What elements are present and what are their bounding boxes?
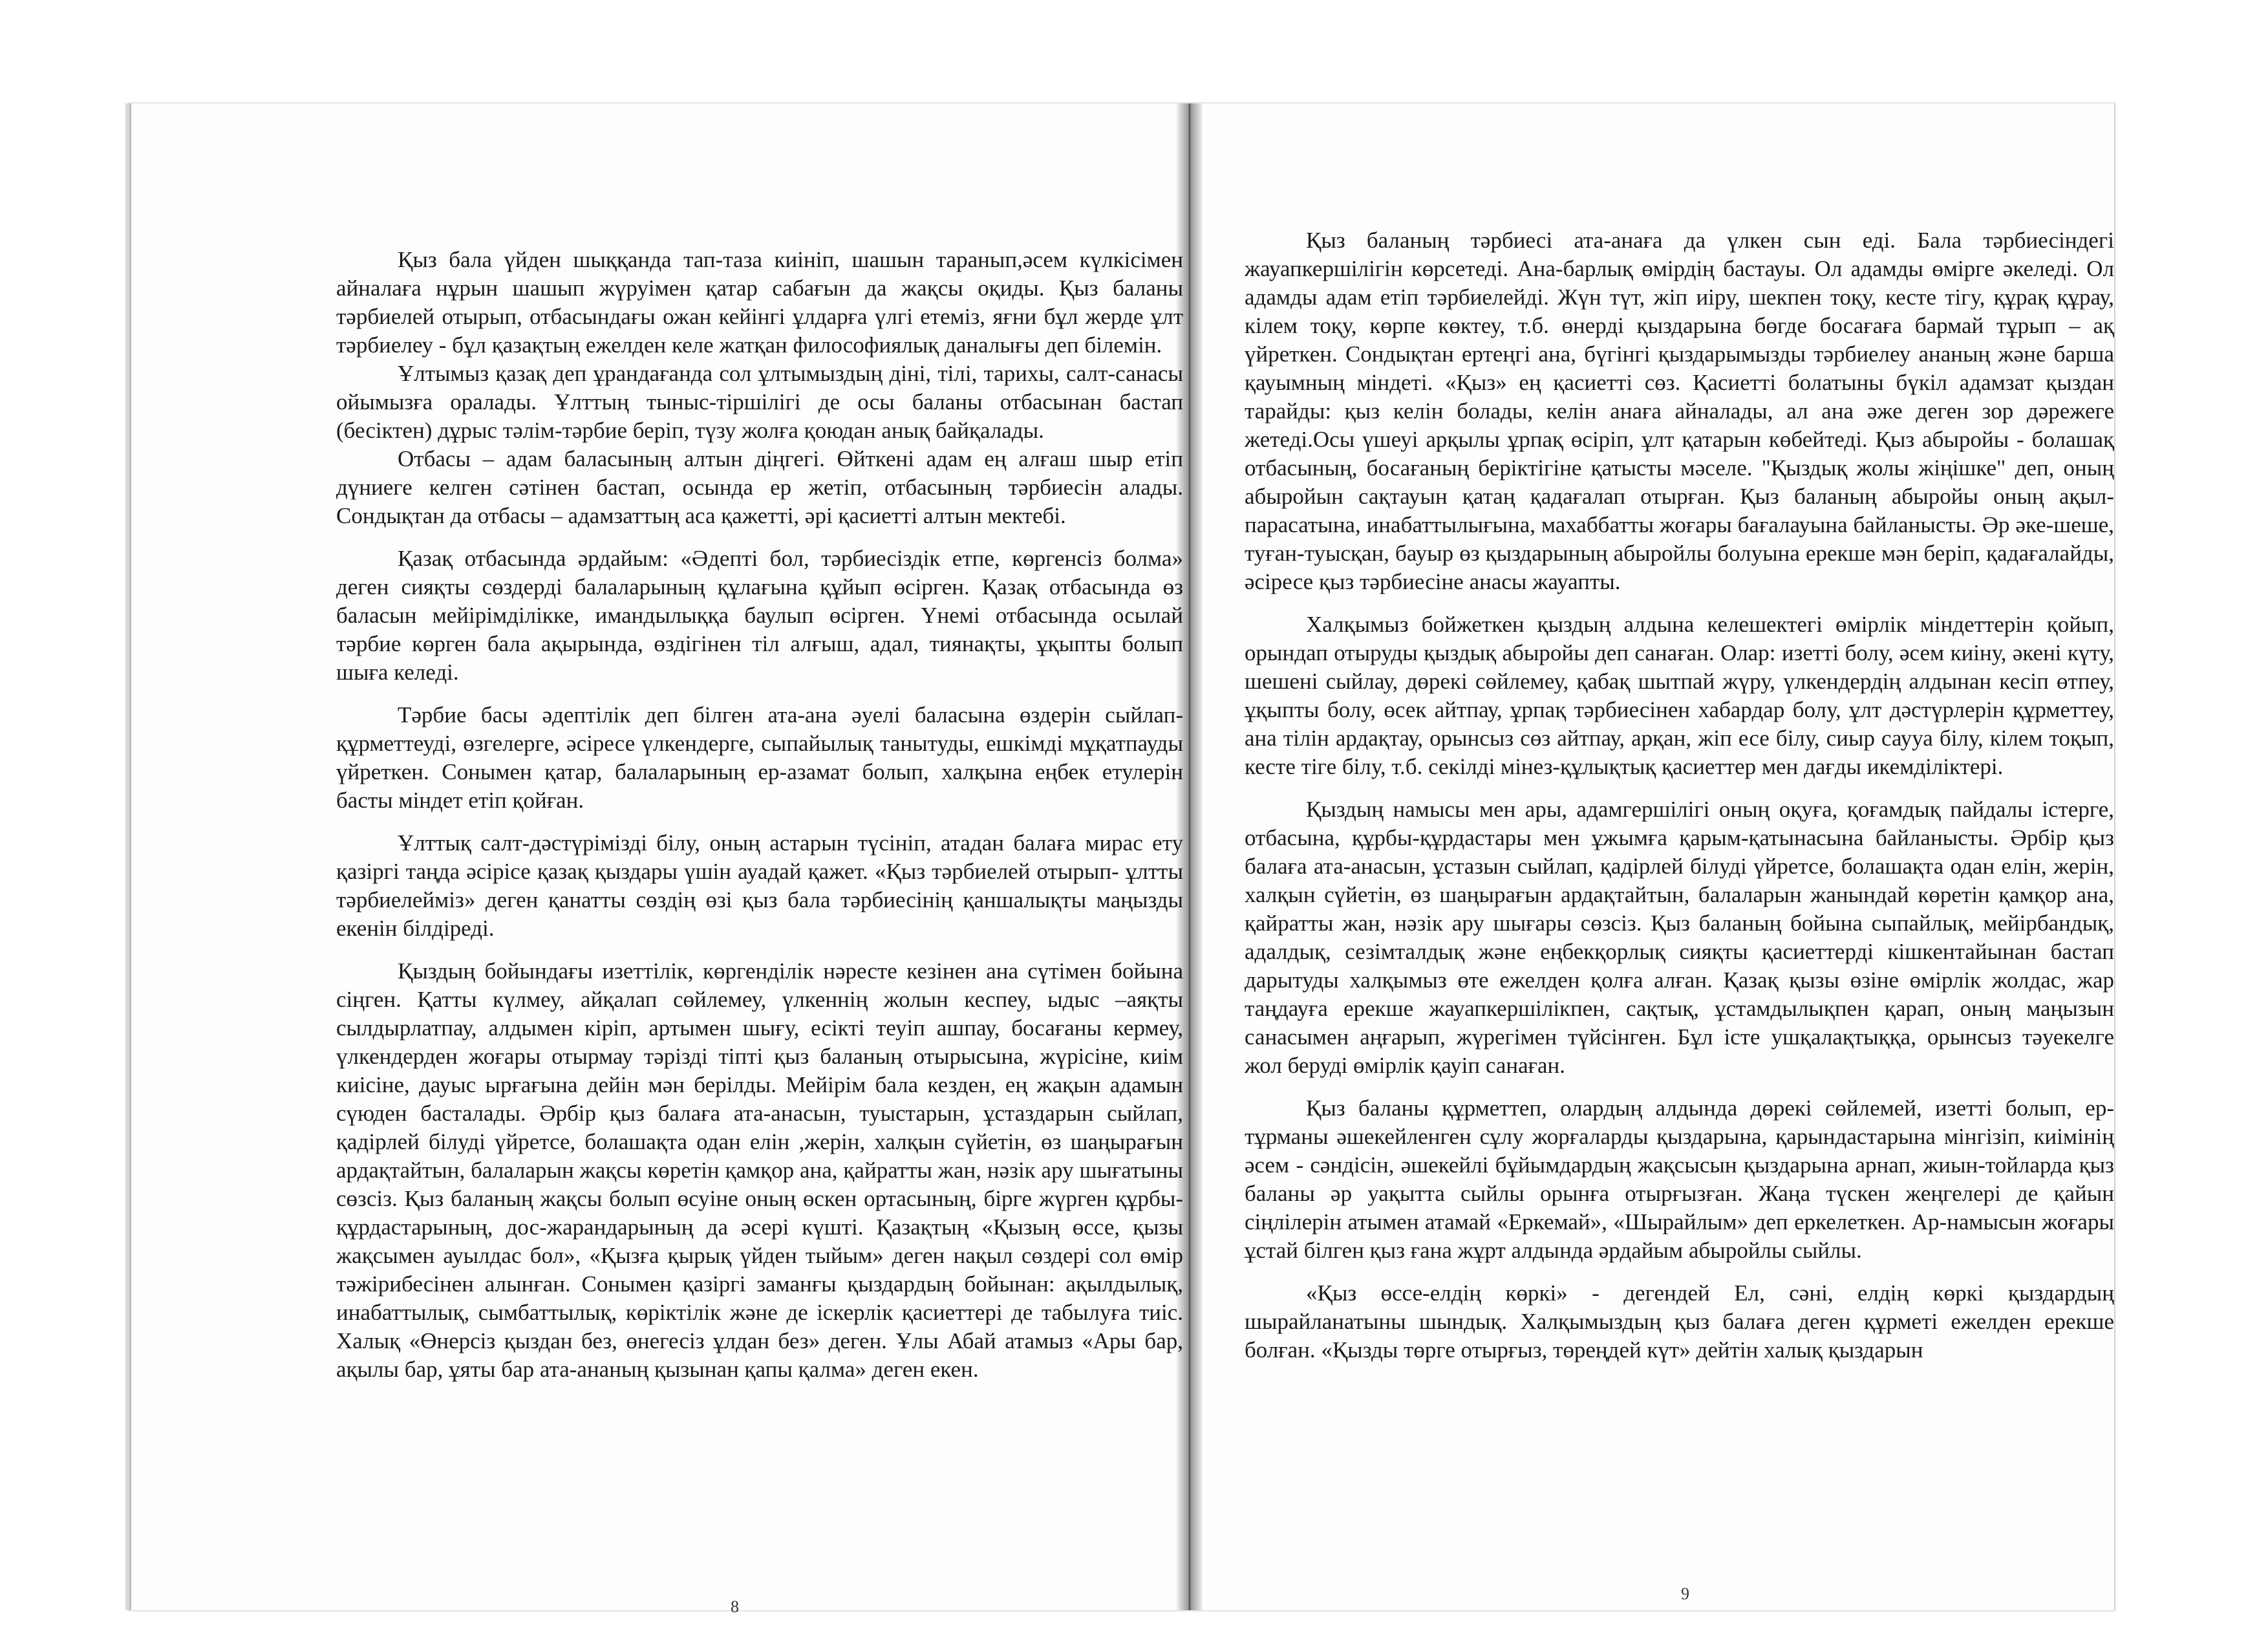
right-paragraph-4: Қыз баланы құрметтеп, олардың алдында дөрекі сөйлемей, изетті болып, ер-тұрманы әшекейленген сұлу жорғаларды қыздарына, қарындастарына мінгізіп, киімінің әсем - сәндісін, әшекейлі бұйымдардың жақсысын қыздарына арнап, жиын-тойларда қыз баланы әр уақытта сыйлы орынға отырғызған. Жаңа түскен жеңгелері де қайын сіңлілерін атымен атамай «Еркемай», «Шырайлым» деп еркелеткен. Ар-намысын жоғары ұстай білген қыз ғана жұрт алдында әрдайым абыройлы сыйлы.	[1245, 1095, 2114, 1263]
right-paragraph-2: Халқымыз бойжеткен қыздың алдына келешектегі өмірлік міндеттерін қойып, орындап отыруды қыздық абыройы деп санаған. Олар: изетті болу, әсем киіну, әкені күту, шешені сыйлау, дөрекі сөйлемеу, қабақ шытпай жүру, үлкендердің алдынан кесіп өтпеу, ұқыпты болу, өсек айтпау, ұрпақ тәрбиесінен хабардар болу, ұлт дәстүрлерін құрметтеу, ана тілін ардақтау, орынсыз сөз айтпау, арқан, жіп есе білу, сиыр саууа білу, кілем тоқып, кесте тіге білу, т.б. секілді мінез-құлықтық қасиеттер мен дағды икемділіктері.	[1245, 612, 2114, 779]
left-paragraph-7: Қыздың бойындағы изеттілік, көргенділік нәресте кезінен ана сүтімен бойына сіңген. Қатты күлмеу, айқалап сөйлемеу, үлкеннің жолын кеспеу, ыдыс –аяқты сылдырлатпау, алдымен кіріп, артымен шығу, есікті теуіп ашпау, босағаны кермеу, үлкендерден жоғары отырмау тәрізді тіпті қыз баланың отырысына, жүрісіне, киім киісіне, дауыс ырғағына дейін мән берілды. Мейірім бала кезден, ең жақын адамын сүюден басталады. Әрбір қыз балаға ата-анасын, туыстарын, ұстаздарын сыйлап, қадірлей білуді үйретсе, болашақта одан елін ,жерін, халқын сүйетін, өз шаңырағын ардақтайтын, балаларын жақсы көретін қамқор ана, қайратты жан, нәзік ару шығатыны сөзсіз. Қыз баланың жақсы болып өсуіне оның өскен ортасының, бірге жүрген құрбы-құрдастарының, дос-жарандарының да әсері күшті. Қазақтың «Қызың өссе, қызы жақсымен ауылдас бол», «Қызға қырық үйден тыйым» деген нақыл сөздері сол өмір тәжірибесінен алынған. Сонымен қазіргі заманғы қыздардың бойынан: ақылдылық, инабаттылық, сымбаттылық, көріктілік және де іскерлік қасиеттері де табылуға тиіс. Халық «Өнерсіз қыздан без, өнегесіз ұлдан без» деген. Ұлы Абай атамыз «Ары бар, ақылы бар, ұяты бар ата-ананың қызынан қапы қалма» деген екен.	[336, 958, 1183, 1382]
right-paragraph-5: «Қыз өссе-елдің көркі» - дегендей Ел, сәні, елдің көркі қыздардың шырайланатыны шындық. Халқымыздың қыз балаға деген құрметі ежелден ерекше болған. «Қызды төрге отырғыз, төреңдей күт» дейтін халық қыздарын	[1245, 1280, 2114, 1363]
left-paragraph-6: Ұлттық салт-дәстүрімізді білу, оның астарын түсініп, атадан балаға мирас ету қазіргі таңда әсірісе қазақ қыздары үшін ауадай қажет. «Қыз тәрбиелей отырып- ұлтты тәрбиелейміз» деген қанатты сөздің өзі қыз бала тәрбиесінің қаншалықты маңызды екенін білдіреді.	[336, 830, 1183, 941]
left-paragraph-5: Тәрбие басы әдептілік деп білген ата-ана әуелі баласына өздерін сыйлап-құрметтеуді, өзгелерге, әсіресе үлкендерге, сыпайылық танытуды, ешкімді мұқатпауды үйреткен. Сонымен қатар, балаларының ер-азамат болып, халқына еңбек етулерін басты міндет етіп қойған.	[336, 702, 1183, 813]
left-paragraph-1: Қыз бала үйден шыққанда тап-таза киініп, шашын таранып,әсем күлкісімен айналаға нұрын шашып жүруімен қатар сабағын да жақсы оқиды. Қыз баланы тәрбиелей отырып, отбасындағы ожан кейінгі ұлдарға үлгі етеміз, яғни бұл жерде ұлт тәрбиелеу - бұл қазақтың ежелден келе жатқан философиялық даналығы деп білемін.	[336, 247, 1183, 358]
right-page-text	[1245, 226, 2114, 1364]
right-paragraph-1: Қыз баланың тәрбиесі ата-анаға да үлкен сын еді. Бала тәрбиесіндегі жауапкершілігін көрсетеді. Ана-барлық өмірдің бастауы. Ол адамды өмірге әкеледі. Ол адамды адам етіп тәрбиелейді. Жүн түт, жіп иіру, шекпен тоқу, кесте тігу, құрақ құрау, кілем тоқу, көрпе көктеу, т.б. өнерді қыздарына бөгде босағаға бармай тұрып – ақ үйреткен. Сондықтан ертеңгі ана, бүгінгі қыздарымызды тәрбиелеу ананың және барша қауымның міндеті. «Қыз» ең қасиетті сөз. Қасиетті болатыны бүкіл адамзат қыздан тарайды: қыз келін болады, келін анаға айналады, ал ана әже деген зор дәрежеге жетеді.Осы үшеуі арқылы ұрпақ өсіріп, ұлт қатарын көбейтеді. Қыз абыройы - болашақ отбасының, босағаның беріктігіне қатысты мәселе. "Қыздық жолы жіңішке" деп, оның абыройын сақтауын қатаң қадағалап отырған. Қыз баланың абыройы оның ақыл-парасатына, инабаттылығына, махаббатты жоғары бағалауына байланысты. Әр әке-шеше, туған-туысқан, бауыр өз қыздарының абыройлы болуына ерекше мән беріп, қадағалайды, әсіресе қыз тәрбиесіне анасы жауапты.	[1245, 228, 2114, 594]
left-page-text	[336, 246, 1183, 1384]
page-number-right: 9	[1681, 1584, 1689, 1603]
right-paragraph-3: Қыздың намысы мен ары, адамгершілігі оның оқуға, қоғамдық пайдалы істерге, отбасына, құрбы-құрдастары мен ұжымға қарым-қатынасына байланысты. Әрбір қыз балаға ата-анасын, ұстазын сыйлап, қадірлей білуді үйретсе, болашақта одан елін, жерін, халқын сүйетін, өз шаңырағын ардақтайтын, балаларын жанындай көретін қамқор ана, қайратты жан, нәзік ару шығары сөзсіз. Қыз баланың бойына сыпайлық, мейірбандық, адалдық, сезімталдық және еңбекқорлық сияқты қасиеттерді кішкентайынан бастап дарытуды халқымыз өте ежелден қолға алған. Қазақ қызы өзіне өмірлік жолдас, жар таңдауға ерекше жауапкершілікпен, сақтық, ұстамдылықпен қарап, оның маңызын санасымен аңғарып, жүрегімен түйсінген. Бұл істе ушқалақтыққа, орынсыз тәуекелге жол беруді өмірлік қауіп санаған.	[1245, 797, 2114, 1078]
left-paragraph-3: Отбасы – адам баласының алтын діңгегі. Өйткені адам ең алғаш шыр етіп дүниеге келген сәтінен бастап, осында ер жетіп, отбасының тәрбиесін алады. Сондықтан да отбасы – адамзаттың аса қажетті, әрі қасиетті алтын мектебі.	[336, 446, 1183, 528]
left-paragraph-4: Қазақ отбасында әрдайым: «Әдепті бол, тәрбиесіздік етпе, көргенсіз болма» деген сияқты сөздерді балаларының құлағына құйып өсірген. Қазақ отбасында өз баласын мейірімділікке, имандылыққа баулып өсірген. Үнемі отбасында осылай тәрбие көрген бала ақырында, өздігінен тіл алғыш, адал, тиянақты, ұқыпты болып шыға келеді.	[336, 546, 1183, 685]
page-number-left: 8	[731, 1597, 739, 1616]
left-paragraph-2: Ұлтымыз қазақ деп ұрандағанда сол ұлтымыздың діні, тілі, тарихы, салт-санасы ойымызға оралады. Ұлттың тыныс-тіршілігі де осы баланы отбасынан бастап (бесіктен) дұрыс тәлім-тәрбие беріп, түзу жолға қоюдан анық байқалады.	[336, 361, 1183, 443]
